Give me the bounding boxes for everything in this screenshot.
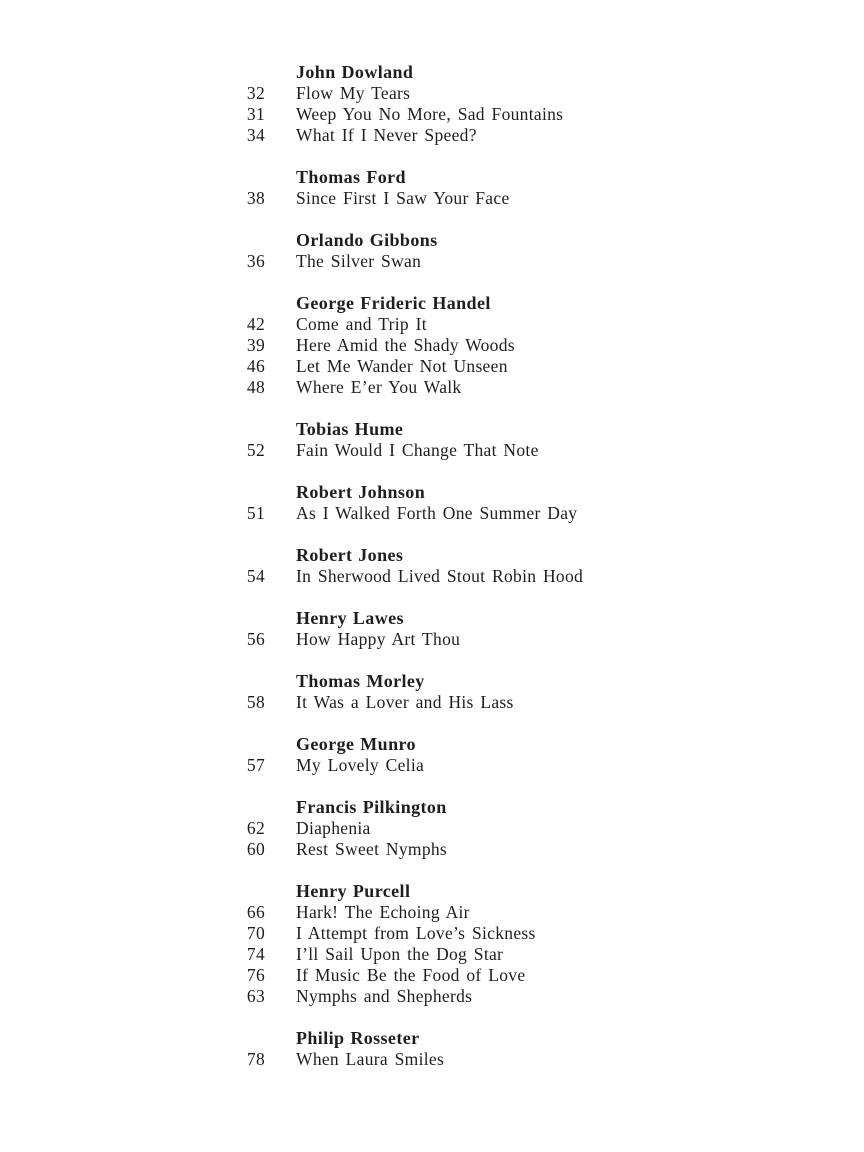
song-page-number: 46 [246,356,265,376]
composer-header-row [200,230,864,251]
song-title: Here Amid the Shady Woods [296,335,515,355]
song-page-number: 74 [246,944,265,964]
composer-section [200,62,864,146]
song-title: How Happy Art Thou [296,629,461,649]
composer-header-row [200,797,864,818]
song-page-number: 56 [246,629,265,649]
song-title: The Silver Swan [296,251,422,271]
song-row [200,755,864,776]
song-title: Hark! The Echoing Air [296,902,470,922]
song-row [200,314,864,335]
song-title: Fain Would I Change That Note [296,440,539,460]
song-row [200,986,864,1007]
song-title: It Was a Lover and His Lass [296,692,514,712]
composer-header-row [200,419,864,440]
composer-section [200,293,864,398]
composer-header-row [200,881,864,902]
composer-header-row [200,734,864,755]
song-title: As I Walked Forth One Summer Day [296,503,578,523]
song-page-number: 62 [246,818,265,838]
composer-name: Francis Pilkington [296,797,447,817]
song-title: Flow My Tears [296,83,411,103]
song-page-number: 39 [246,335,265,355]
song-row [200,503,864,524]
composer-section [200,482,864,524]
composer-section [200,734,864,776]
composer-header-row [200,608,864,629]
song-row [200,965,864,986]
song-page-number: 57 [246,755,265,775]
song-row [200,902,864,923]
song-title: I Attempt from Love’s Sickness [296,923,536,943]
song-title: Come and Trip It [296,314,427,334]
song-title: Since First I Saw Your Face [296,188,510,208]
song-title: What If I Never Speed? [296,125,477,145]
composer-header-row [200,167,864,188]
song-page-number: 52 [246,440,265,460]
composer-name: Robert Johnson [296,482,426,502]
song-title: If Music Be the Food of Love [296,965,526,985]
song-title: When Laura Smiles [296,1049,445,1069]
song-row [200,440,864,461]
composer-name: George Frideric Handel [296,293,491,313]
song-page-number: 54 [246,566,265,586]
composer-header-row [200,293,864,314]
song-page-number: 34 [246,125,265,145]
song-row [200,251,864,272]
song-page-number: 31 [246,104,265,124]
composer-name: Orlando Gibbons [296,230,438,250]
song-row [200,839,864,860]
song-row [200,566,864,587]
song-page-number: 48 [246,377,265,397]
song-page-number: 38 [246,188,265,208]
song-row [200,629,864,650]
song-page-number: 60 [246,839,265,859]
song-title: Rest Sweet Nymphs [296,839,448,859]
song-title: Where E’er You Walk [296,377,462,397]
song-page-number: 51 [246,503,265,523]
composer-name: Thomas Morley [296,671,425,691]
song-title: Weep You No More, Sad Fountains [296,104,564,124]
song-row [200,692,864,713]
composer-header-row [200,1028,864,1049]
composer-header-row [200,62,864,83]
song-row [200,377,864,398]
song-title: My Lovely Celia [296,755,425,775]
composer-section [200,167,864,209]
composer-section [200,797,864,860]
composer-section [200,230,864,272]
composer-header-row [200,545,864,566]
composer-name: Henry Lawes [296,608,404,628]
song-title: I’ll Sail Upon the Dog Star [296,944,504,964]
song-page-number: 36 [246,251,265,271]
song-title: Nymphs and Shepherds [296,986,473,1006]
composer-name: Philip Rosseter [296,1028,420,1048]
song-title: In Sherwood Lived Stout Robin Hood [296,566,584,586]
song-row [200,356,864,377]
song-row [200,104,864,125]
composer-section [200,881,864,1007]
song-title: Diaphenia [296,818,371,838]
song-page-number: 58 [246,692,265,712]
song-row [200,125,864,146]
song-page-number: 63 [246,986,265,1006]
composer-section [200,419,864,461]
song-row [200,923,864,944]
song-title: Let Me Wander Not Unseen [296,356,508,376]
song-row [200,1049,864,1070]
toc-list [200,62,864,1070]
composer-header-row [200,671,864,692]
song-row [200,335,864,356]
song-row [200,944,864,965]
composer-name: John Dowland [296,62,414,82]
composer-name: Tobias Hume [296,419,404,439]
song-page-number: 66 [246,902,265,922]
song-row [200,818,864,839]
song-row [200,83,864,104]
composer-section [200,671,864,713]
song-page-number: 42 [246,314,265,334]
song-page-number: 32 [246,83,265,103]
composer-section [200,545,864,587]
composer-name: Robert Jones [296,545,404,565]
composer-name: Thomas Ford [296,167,406,187]
composer-header-row [200,482,864,503]
composer-name: George Munro [296,734,416,754]
song-row [200,188,864,209]
composer-section [200,1028,864,1070]
composer-name: Henry Purcell [296,881,411,901]
song-page-number: 78 [246,1049,265,1069]
composer-section [200,608,864,650]
song-page-number: 70 [246,923,265,943]
song-page-number: 76 [246,965,265,985]
